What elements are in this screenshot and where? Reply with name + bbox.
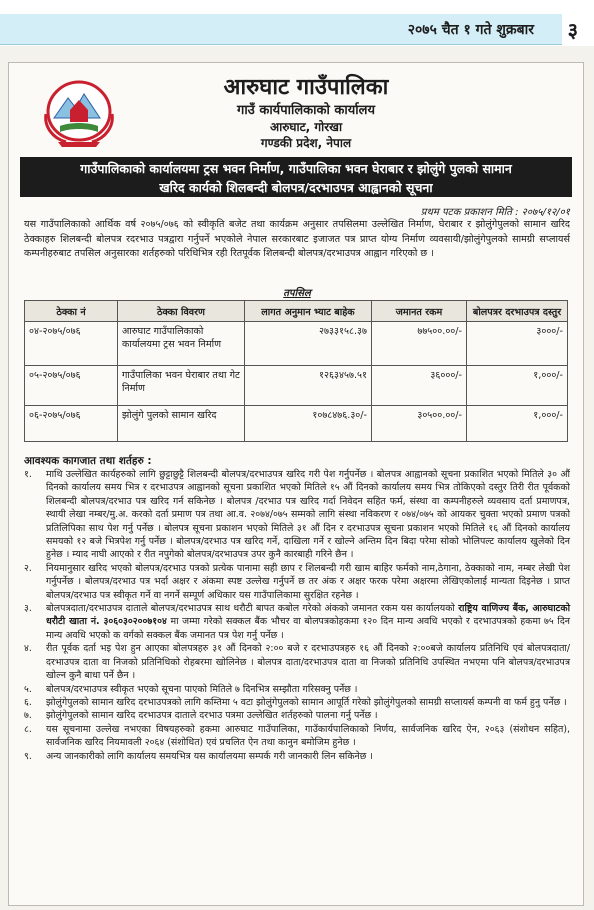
issue-date: २०७५ चैत १ गते शुक्रबार xyxy=(407,22,534,38)
cell-cost-estimate: २७३३१५८.३७ xyxy=(245,322,372,366)
col-bid-fee: बोलपत्रर दरभाउपत्र दस्तुर xyxy=(467,301,568,322)
intro-paragraph: यस गाउँपालिकाको आर्थिक वर्ष २०७५/०७६ को स्वीकृति बजेट तथा कार्यक्रम अनुसार तपसिलमा उल्लेखित निर्माण, घेराबार र झोलुंगेपुलको सामान खरिद ठेक्काहरु शिलबन्दी बोलपत्र रदरभाउ पत्रद्वारा गर्नुपर्ने भएकोले नेपाल सरकारबाट इजाजत पत्र प्राप्त योग्य निर्माण व्यवसायी/झोलुंगेपुलको सामग्री सप्लायर्स कम्पनीहरुबाट तपसिल अनुसारका शर्तहरुको परिधिभित्र रही रितपूर्वक शिलबन्दी बोलपत्र/दरभाउपत्र आह्वान गरिएको छ । xyxy=(24,219,570,259)
nepal-emblem-icon xyxy=(40,78,118,148)
org-office: गाउँ कार्यपालिकाको कार्यालय xyxy=(237,103,375,118)
item-text: माथि उल्लेखित कार्यहरुको लागि छुट्टाछुट्टै शिलबन्दी बोलपत्र/दरभाउपत्र खरिद गरी पेश गर्नुपर्नेछ । बोलपत्र आह्वानको सूचना प्रकाशित भएको मितिले ३० औं दिनको कार्यालय समय भित्र र दरभाउपत्र आह्वानको सूचना प्रकाशित भएको मितिले १५ औं दिनको कार्यालय समय भित्र तोकिएको दस्तुर तिरी रीत पूर्वकको शिलबन्दी बोलपत्र/दरभाउ पत्र खरिद गर्न सकिनेछ । बोलपत्र /दरभाउ पत्र खरिद गर्दा निवेदन सहित फर्म, संस्था वा कम्पनीहरुले व्यवसाय दर्ता प्रमाणपत्र, स्थायी लेखा नम्बर/मु.अ. करको दर्ता प्रमाण पत्र तथा आ.व. २०७४/०७५ सम्मको लागि संस्था नविकरण र ०७४/०७५ को आयकर चुक्ता भएको प्रमाण पत्रको प्रतिलिपिका साथ पेश गर्नु पर्नेछ । बोलपत्र सूचना प्रकाशन भएको मितिले ३१ औं दिन र दरभाउपत्र सूचना प्रकाशन भएको मितिले १६ औं दिनको कार्यालय समयको १२ बजे भित्रपेश गर्नु पर्नेछ । बोलपत्र/दरभाउ पत्र खरिद गर्ने, दाखिला गर्ने र खोल्ने अन्तिम दिन बिदा परेमा सोको भोलिपल्ट कार्यालय खुलेको दिन हुनेछ । म्याद नाघी आएको र रीत नपुगेको बोलपत्र/दरभाउपत्र उपर कुनै कारबाही गरिने छैन । xyxy=(46,469,570,561)
item-text: यस सूचनामा उल्लेख नभएका विषयहरुको हकमा आरुघाट गाउँपालिका, गाउँकार्यपालिकाको निर्णय, सार्वजनिक खरिद ऐन, २०६३ (संशोधन सहित), सार्वजनिक खरिद नियमावली २०६४ (संशोधित) एवं प्रचलित ऐन तथा कानुन बमोजिम हुनेछ । xyxy=(46,723,570,749)
item-number: ७. xyxy=(24,710,32,722)
cell-contract-no: ०४-२०७५/०७६ xyxy=(25,322,118,366)
item-number: २. xyxy=(24,562,32,574)
requirements-heading: आवश्यक कागजात तथा शर्तहरु : xyxy=(24,455,152,467)
cell-security-amount: ७७५००.००/- xyxy=(372,322,467,366)
organization-heading xyxy=(130,74,482,151)
list-item xyxy=(24,562,570,602)
cell-security-amount: ३०५००.००/- xyxy=(372,406,467,442)
list-item xyxy=(24,683,570,696)
item-number: ५. xyxy=(24,683,32,695)
cell-cost-estimate: १०७८४७६.३०/- xyxy=(245,406,372,442)
table-row xyxy=(25,406,568,442)
col-contract-no: ठेक्का नं xyxy=(25,301,118,322)
col-description: ठेक्का विवरण xyxy=(118,301,245,322)
item-number: ९. xyxy=(24,750,32,762)
item-text: रीत पूर्वक दर्ता भइ पेश हुन आएका बोलपत्रहरु ३१ औं दिनको २:०० बजे र दरभाउपत्रहरु १६ औं दिनको २:००बजे कार्यालय प्रतिनिधि एवं बोलपत्रदाता/दरभाउपत्र दाता वा निजको प्रतिनिधिको रोहबरमा खोलिनेछ । बोलपत्र दाता/दरभाउपत्र दाता वा निजको प्रतिनिधि उपस्थित नभएमा पनि बोलपत्र/दरभाउपत्र खोल्न कुनै बाधा पर्ने छैन । xyxy=(46,643,570,682)
notice-title-line2: खरिद कार्यको शिलबन्दी बोलपत्र/दरभाउपत्र आह्वानको सूचना xyxy=(159,180,433,195)
contracts-table xyxy=(24,300,568,442)
item-text: नियमानुसार खरिद भएको बोलपत्र/दरभाउ पत्रको प्रत्येक पानामा सही छाप र शिलबन्दी गरी खाम बाहिर फर्मको नाम,ठेगाना, ठेक्काको नाम, नम्बर लेखी पेश गर्नुपर्नेछ । बोलपत्र/दरभाउ पत्र भर्दा अक्षर र अंकमा स्पष्ट उल्लेख गर्नुपर्ने छ तर अंक र अक्षर फरक परेमा अक्षरमा लेखिएकोलाई मान्यता दिइनेछ । प्राप्त बोलपत्र/दरभाउ पत्र स्वीकृत गर्ने वा नगर्ने सम्पूर्ण अधिकार यस गाउँपालिकामा सुरक्षित रहनेछ । xyxy=(46,562,570,601)
cell-bid-fee: १,०००/- xyxy=(467,406,568,442)
list-item xyxy=(24,642,570,682)
item-text-continued: मा जम्मा गरेको सक्कल बैंक भौचर वा बोलपत्रकोहकमा १२० दिन मान्य अवधि भएको र दरभाउपत्रको हकमा ७५ दिन मान्य अवधि भएको क वर्गको सक्कल बैंक जमानत पत्र पेश गर्नु पर्नेछ । xyxy=(46,616,571,641)
publication-date: प्रथम पटक प्रकाशन मिति : २०७५/१२/०१ xyxy=(420,207,570,218)
table-header-row xyxy=(25,301,568,322)
cell-bid-fee: १,०००/- xyxy=(467,366,568,406)
list-item xyxy=(24,723,570,750)
notice-title-line1: गाउँपालिकाको कार्यालयमा ट्रस भवन निर्माण, गाउँपालिका भवन घेराबार र झोलुंगे पुलको सामान xyxy=(80,161,512,176)
newspaper-header xyxy=(0,0,594,46)
item-text: बोलपत्र/दरभाउपत्र स्वीकृत भएको सूचना पाएको मितिले ७ दिनभित्र सम्झौता गरिसक्नु पर्नेछ । xyxy=(46,683,358,695)
item-text-group xyxy=(46,602,570,642)
item-text: झोलुंगेपुलको सामान खरिद दरभाउपत्र दाताले दरभाउ पत्रमा उल्लेखित शर्तहरुको पालना गर्नु पर्नेछ । xyxy=(46,710,378,722)
bank-account-text: राष्ट्रिय वाणिज्य बैंक, आरुघाटको धरौटी खाता नं. ३०६०३०२००७१०४ xyxy=(46,603,570,628)
item-number: १. xyxy=(24,469,32,480)
col-cost-estimate: लागत अनुमान भ्याट बाहेक xyxy=(245,301,372,322)
list-item xyxy=(24,750,570,763)
cell-description: गाउँपालिका भवन घेराबार तथा गेट निर्माण xyxy=(118,366,245,406)
item-text: अन्य जानकारीको लागि कार्यालय समयभित्र यस कार्यालयमा सम्पर्क गरी जानकारी लिन सकिनेछ । xyxy=(46,750,373,762)
table-row xyxy=(25,366,568,406)
item-text: झोलुंगेपुलको सामान खरिद दरभाउपत्रको लागि कम्तिमा ५ वटा झोलुंगेपुलको सामान आपूर्ति गरेको झोलुंगेपुलको सामग्री सप्लायर्स कम्पनी वा फर्म हुनु पर्नेछ । xyxy=(46,696,567,708)
item-number: ३. xyxy=(24,603,32,615)
cell-description: आरुघाट गाउँपालिकाको कार्यालयमा ट्रस भवन निर्माण xyxy=(118,322,245,366)
notice-title-banner xyxy=(20,157,572,197)
list-item xyxy=(24,468,570,562)
item-number: ६. xyxy=(24,696,32,708)
col-security-amount: जमानत रकम xyxy=(372,301,467,322)
item-number: ८. xyxy=(24,723,32,735)
cell-security-amount: ३६०००/- xyxy=(372,366,467,406)
page-number: ३ xyxy=(567,18,578,42)
table-row xyxy=(25,322,568,366)
table-caption: तपसिल xyxy=(283,288,311,299)
cell-contract-no: ०५-२०७५/०७६ xyxy=(25,366,118,406)
item-number: ४. xyxy=(24,643,32,655)
cell-cost-estimate: १२६३४५७.५१ xyxy=(245,366,372,406)
org-name: आरुघाट गाउँपालिका xyxy=(223,75,389,100)
cell-description: झोलुंगे पुलको सामान खरिद xyxy=(118,406,245,442)
org-province: गण्डकी प्रदेश, नेपाल xyxy=(260,136,352,150)
list-item xyxy=(24,602,570,642)
list-item xyxy=(24,696,570,709)
org-location: आरुघाट, गोरखा xyxy=(269,120,343,134)
cell-contract-no: ०६-२०७५/०७६ xyxy=(25,406,118,442)
list-item xyxy=(24,709,570,722)
cell-bid-fee: ३०००/- xyxy=(467,322,568,366)
item-text: बोलपत्रदाता/दरभाउपत्र दाताले बोलपत्र/दरभाउपत्र साथ धरौटी बापत कबोल गरेको अंकको जमानत रकम यस कार्यालयको xyxy=(46,603,459,615)
requirements-list xyxy=(24,468,570,763)
